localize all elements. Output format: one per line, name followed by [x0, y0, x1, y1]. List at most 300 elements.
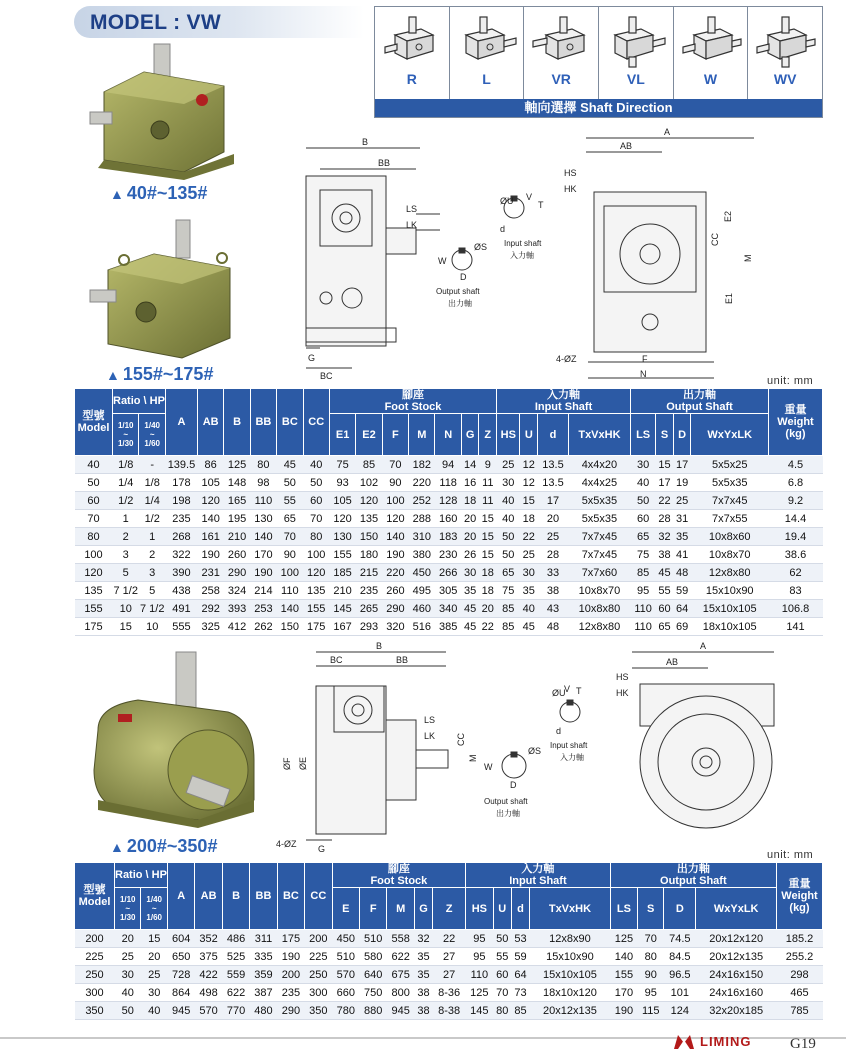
- table-cell: 5: [139, 582, 165, 600]
- table-cell: 728: [167, 966, 194, 984]
- table-cell: 9.2: [769, 492, 823, 510]
- table-cell: 178: [165, 474, 197, 492]
- table-cell: 4x4x20: [568, 456, 630, 474]
- table-cell: 185: [329, 564, 355, 582]
- table-cell: 22: [656, 492, 674, 510]
- table-cell: 180: [356, 546, 382, 564]
- input-t-label: T: [538, 200, 544, 210]
- table-cell: 74.5: [664, 930, 696, 948]
- table-cell: 15: [656, 456, 674, 474]
- table-cell: 101: [664, 984, 696, 1002]
- table-cell: 393: [224, 600, 250, 618]
- table-cell: 38.6: [769, 546, 823, 564]
- table-cell: 30: [115, 966, 141, 984]
- table-cell: 95: [638, 984, 664, 1002]
- spec-table-1-body: [75, 456, 823, 636]
- table-cell: 40: [303, 456, 329, 474]
- table-cell: 622: [387, 948, 414, 966]
- table-cell: 125: [610, 930, 637, 948]
- table-cell: 30: [141, 984, 167, 1002]
- th2-ratio-b-sep: ~: [151, 904, 157, 913]
- th2-wxyxlk: WxYxLK: [696, 888, 777, 930]
- th2-ab: AB: [195, 863, 222, 930]
- input-s-label-2: ØS: [528, 746, 542, 756]
- table-cell: 12: [520, 474, 538, 492]
- table-cell: 640: [360, 966, 387, 984]
- table-cell: 94: [435, 456, 461, 474]
- th2-foot-zh: 腳座: [387, 863, 410, 875]
- th-f: F: [382, 414, 408, 456]
- table-cell: 65: [656, 618, 674, 636]
- table-cell: 31: [673, 510, 691, 528]
- table-cell: 750: [360, 984, 387, 1002]
- input-shaft-en-2: Input shaft: [550, 741, 588, 750]
- table-cell: 350: [75, 1002, 115, 1020]
- table-cell: 145: [466, 1002, 493, 1020]
- table-cell: 1/4: [139, 492, 165, 510]
- table-cell: 780: [332, 1002, 359, 1020]
- table-cell: 310: [409, 528, 435, 546]
- th2-ratio-b: [141, 888, 167, 930]
- table-cell: 25: [520, 546, 538, 564]
- table-row: [75, 618, 823, 636]
- table-cell: 110: [277, 582, 303, 600]
- th-u: U: [520, 414, 538, 456]
- table-cell: 55: [493, 948, 511, 966]
- table-cell: 290: [382, 600, 408, 618]
- th2-weight-unit: (kg): [789, 902, 810, 914]
- input-d-label: d: [500, 224, 506, 234]
- th2-ratio-a-top: 1/10: [119, 895, 136, 904]
- table-cell: 5x5x35: [568, 492, 630, 510]
- shaft-config-r-icon: [381, 11, 443, 69]
- input-dd-label-2: D: [510, 780, 517, 790]
- shaft-config-vl-icon: [605, 11, 667, 69]
- table-cell: 85: [630, 564, 655, 582]
- gearbox-medium-photo: [84, 218, 244, 363]
- table-cell: 128: [435, 492, 461, 510]
- input-w-label-2: W: [484, 762, 493, 772]
- dim-bb-label-2: BB: [396, 655, 409, 665]
- table-cell: 622: [222, 984, 249, 1002]
- table-cell: 40: [497, 510, 520, 528]
- table-cell: 15: [479, 528, 497, 546]
- table-cell: 5: [113, 564, 139, 582]
- table-cell: 19.4: [769, 528, 823, 546]
- dim-cc-label-2: CC: [456, 733, 466, 746]
- table-cell: 10: [139, 618, 165, 636]
- table-cell: 65: [630, 528, 655, 546]
- table-cell: 450: [332, 930, 359, 948]
- table-cell: 13.5: [538, 456, 569, 474]
- table-cell: 26: [461, 546, 479, 564]
- table-cell: 558: [387, 930, 414, 948]
- th-weight-en: Weight: [777, 416, 814, 428]
- input-v-label-2: V: [564, 684, 571, 694]
- th-e2: E2: [356, 414, 382, 456]
- table-row: [75, 528, 823, 546]
- table-cell: 70: [75, 510, 113, 528]
- th-model: [75, 389, 113, 456]
- table-cell: 770: [222, 1002, 249, 1020]
- table-cell: 253: [250, 600, 276, 618]
- table-cell: 70: [382, 456, 408, 474]
- table-cell: 120: [382, 510, 408, 528]
- table-cell: 175: [277, 930, 304, 948]
- table-cell: 7x7x60: [568, 564, 630, 582]
- table-cell: 450: [409, 564, 435, 582]
- table-cell: 38: [414, 1002, 432, 1020]
- table-cell: 155: [610, 966, 637, 984]
- table-cell: 1/8: [113, 456, 139, 474]
- table-cell: 95: [466, 930, 493, 948]
- table-cell: 510: [332, 948, 359, 966]
- table-cell: 15x10x90: [530, 948, 610, 966]
- table-cell: 460: [409, 600, 435, 618]
- th-foot-stock: [329, 389, 496, 414]
- table-cell: 38: [538, 582, 569, 600]
- table-cell: 50: [630, 492, 655, 510]
- th-ratio-b-sep: ~: [149, 430, 155, 439]
- th2-z: Z: [433, 888, 466, 930]
- th2-model: [75, 863, 115, 930]
- table-cell: 465: [777, 984, 823, 1002]
- table-cell: 125: [466, 984, 493, 1002]
- side-view-drawing-2: [276, 640, 476, 855]
- th-foot-zh: 腳座: [401, 389, 424, 401]
- th2-ratio-a-bot: 1/30: [119, 913, 136, 922]
- table-cell: 14: [461, 456, 479, 474]
- table-cell: 10x8x70: [691, 546, 769, 564]
- th2-weight-en: Weight: [781, 890, 818, 902]
- unit-label-2: unit: mm: [767, 849, 814, 861]
- input-shaft-en: Input shaft: [504, 239, 542, 248]
- shaft-direction-panel: [374, 6, 823, 118]
- spec-table-2-body: [75, 930, 823, 1020]
- th-ratio-b: [139, 414, 165, 456]
- table-cell: 785: [777, 1002, 823, 1020]
- table-cell: 352: [195, 930, 222, 948]
- table-cell: 120: [356, 492, 382, 510]
- table-cell: 60: [75, 492, 113, 510]
- table-cell: 22: [520, 528, 538, 546]
- input-u-label: ØU: [500, 196, 514, 206]
- table-cell: 324: [224, 582, 250, 600]
- table-cell: 85: [497, 618, 520, 636]
- table-cell: 155: [303, 600, 329, 618]
- table-cell: 80: [303, 528, 329, 546]
- th2-weight-zh: 重量: [788, 878, 811, 890]
- table-cell: 225: [305, 948, 332, 966]
- th2-ratio-b-bot: 1/60: [146, 913, 162, 922]
- th2-foot-en: Foot Stock: [370, 875, 428, 887]
- caption-medium-text: 155#~175#: [122, 364, 214, 384]
- table-cell: 32x20x185: [696, 1002, 777, 1020]
- table-cell: 510: [360, 930, 387, 948]
- table-row: [75, 930, 823, 948]
- shaft-option-label: L: [482, 71, 491, 87]
- th-ratio-a-top: 1/10: [117, 421, 134, 430]
- table-cell: 24x16x160: [696, 984, 777, 1002]
- table-cell: 288: [409, 510, 435, 528]
- table-cell: 35: [414, 948, 432, 966]
- table-cell: 214: [250, 582, 276, 600]
- output-shaft-zh-2: 出力軸: [496, 809, 520, 818]
- table-cell: 5x5x35: [691, 474, 769, 492]
- table-cell: 40: [630, 474, 655, 492]
- table-cell: 1/4: [113, 474, 139, 492]
- shaft-option-label: VR: [551, 71, 571, 87]
- table-cell: 290: [277, 1002, 304, 1020]
- table-cell: 17: [656, 474, 674, 492]
- th-ab: AB: [197, 389, 223, 456]
- table-cell: 22: [479, 618, 497, 636]
- table-cell: 100: [277, 564, 303, 582]
- table-cell: 200: [305, 930, 332, 948]
- table-row: [75, 1002, 823, 1020]
- table-cell: 102: [356, 474, 382, 492]
- table-cell: 32: [414, 930, 432, 948]
- shaft-detail-drawing-2: [480, 682, 600, 822]
- table-cell: 64: [673, 600, 691, 618]
- table-cell: 40: [115, 984, 141, 1002]
- table-cell: 9: [479, 456, 497, 474]
- table-cell: 486: [222, 930, 249, 948]
- caption-small-text: 40#~135#: [126, 183, 208, 203]
- table-cell: 124: [664, 1002, 696, 1020]
- table-cell: 85: [497, 600, 520, 618]
- table-cell: 35: [520, 582, 538, 600]
- table-cell: 185.2: [777, 930, 823, 948]
- table-cell: 98: [250, 474, 276, 492]
- th2-txvxhk: TxVxHK: [530, 888, 610, 930]
- input-shaft-zh-2: 入力軸: [560, 753, 584, 762]
- th2-bc: BC: [277, 863, 304, 930]
- table-cell: 311: [250, 930, 277, 948]
- table-cell: 27: [433, 966, 466, 984]
- table-cell: 14.4: [769, 510, 823, 528]
- table-cell: 100: [303, 546, 329, 564]
- table-cell: 65: [497, 564, 520, 582]
- th2-u: U: [493, 888, 511, 930]
- table-cell: 10x8x80: [568, 600, 630, 618]
- table-cell: 7x7x55: [691, 510, 769, 528]
- table-cell: 15: [479, 546, 497, 564]
- table-cell: 62: [769, 564, 823, 582]
- table-cell: 438: [165, 582, 197, 600]
- table-cell: 141: [769, 618, 823, 636]
- th-ratio: Ratio \ HP: [113, 389, 166, 414]
- th2-bb: BB: [250, 863, 277, 930]
- table-cell: 28: [656, 510, 674, 528]
- dim-e2-label: E2: [723, 210, 733, 222]
- table-cell: 84.5: [664, 948, 696, 966]
- th-z: Z: [479, 414, 497, 456]
- table-cell: 25: [538, 528, 569, 546]
- table-cell: 45: [656, 564, 674, 582]
- unit-label-1: unit: mm: [767, 375, 814, 387]
- table-cell: 210: [224, 528, 250, 546]
- table-cell: 175: [303, 618, 329, 636]
- table-row: [75, 546, 823, 564]
- front-view-drawing-2: [604, 640, 782, 840]
- table-cell: 491: [165, 600, 197, 618]
- caption-large: ▲ 200#~350#: [110, 836, 218, 856]
- dim-4z-label: 4-ØZ: [556, 354, 577, 364]
- table-cell: 41: [673, 546, 691, 564]
- table-cell: 90: [382, 474, 408, 492]
- table-cell: 85: [356, 456, 382, 474]
- table-cell: 75: [329, 456, 355, 474]
- table-cell: 390: [165, 564, 197, 582]
- table-cell: 8-36: [433, 984, 466, 1002]
- table-cell: 175: [75, 618, 113, 636]
- table-cell: 559: [222, 966, 249, 984]
- input-s-label: ØS: [474, 242, 488, 252]
- table-cell: 75: [630, 546, 655, 564]
- table-cell: 604: [167, 930, 194, 948]
- th-d-large: D: [673, 414, 691, 456]
- table-cell: 45: [277, 456, 303, 474]
- table-cell: 135: [303, 582, 329, 600]
- dim-f-label: F: [642, 354, 648, 364]
- shaft-option-label: W: [703, 71, 718, 87]
- dim-bb-label: BB: [378, 158, 391, 168]
- table-cell: 16: [461, 474, 479, 492]
- dim-ls-label-2: LS: [424, 715, 436, 725]
- table-cell: 258: [197, 582, 223, 600]
- table-cell: 235: [165, 510, 197, 528]
- table-cell: 145: [329, 600, 355, 618]
- table-cell: 135: [75, 582, 113, 600]
- th2-d-small: d: [511, 888, 529, 930]
- table-cell: 45: [461, 600, 479, 618]
- th2-ratio-b-top: 1/40: [146, 895, 162, 904]
- table-cell: 266: [435, 564, 461, 582]
- table-cell: 150: [356, 528, 382, 546]
- table-cell: 64: [511, 966, 529, 984]
- table-cell: 18x10x120: [530, 984, 610, 1002]
- table-cell: 516: [409, 618, 435, 636]
- table-cell: 24x16x150: [696, 966, 777, 984]
- table-cell: 182: [409, 456, 435, 474]
- th-output-en: Output Shaft: [666, 401, 733, 413]
- table-cell: 10x8x60: [691, 528, 769, 546]
- table-cell: 298: [777, 966, 823, 984]
- table-cell: 170: [610, 984, 637, 1002]
- table-cell: 8-38: [433, 1002, 466, 1020]
- table-cell: 65: [277, 510, 303, 528]
- table-cell: 220: [382, 564, 408, 582]
- dim-lk-label-2: LK: [424, 731, 436, 741]
- table-cell: 105: [197, 474, 223, 492]
- table-cell: 40: [141, 1002, 167, 1020]
- th2-s: S: [638, 888, 664, 930]
- shaft-direction-label: 軸向選擇 Shaft Direction: [375, 99, 822, 117]
- table-cell: 105: [329, 492, 355, 510]
- table-row: [75, 600, 823, 618]
- table-cell: 40: [497, 492, 520, 510]
- dim-g-label: G: [308, 353, 316, 363]
- table-cell: 350: [305, 1002, 332, 1020]
- dim-m-label-2: M: [468, 754, 478, 762]
- table-cell: 252: [409, 492, 435, 510]
- table-cell: 15: [520, 492, 538, 510]
- th-bb: BB: [250, 389, 276, 456]
- th2-weight: [777, 863, 823, 930]
- table-cell: 265: [356, 600, 382, 618]
- shaft-detail-drawing: [434, 188, 554, 312]
- table-cell: 33: [538, 564, 569, 582]
- shaft-option: [674, 7, 749, 99]
- table-cell: 13.5: [538, 474, 569, 492]
- th-input-en: Input Shaft: [534, 401, 593, 413]
- table-cell: 570: [195, 1002, 222, 1020]
- table-cell: -: [139, 456, 165, 474]
- th-hs: HS: [497, 414, 520, 456]
- table-cell: 80: [75, 528, 113, 546]
- table-cell: 60: [656, 600, 674, 618]
- input-dd-label: D: [460, 272, 467, 282]
- table-cell: 359: [250, 966, 277, 984]
- table-cell: 7x7x45: [568, 528, 630, 546]
- table-cell: 18: [520, 510, 538, 528]
- th-foot-en: Foot Stock: [384, 401, 442, 413]
- table-cell: 225: [75, 948, 115, 966]
- th-weight: [769, 389, 823, 456]
- table-cell: 83: [769, 582, 823, 600]
- caption-large-text: 200#~350#: [126, 836, 218, 856]
- table-cell: 100: [75, 546, 113, 564]
- th-d-small: d: [538, 414, 569, 456]
- table-cell: 48: [673, 564, 691, 582]
- table-cell: 35: [673, 528, 691, 546]
- table-cell: 70: [493, 984, 511, 1002]
- table-cell: 130: [250, 510, 276, 528]
- table-cell: 110: [466, 966, 493, 984]
- dim-e1-label: E1: [724, 292, 734, 304]
- table-cell: 70: [638, 930, 664, 948]
- dim-a-label-2: A: [700, 641, 707, 651]
- table-cell: 80: [493, 1002, 511, 1020]
- th-ratio-a-bot: 1/30: [117, 439, 134, 448]
- table-cell: 73: [511, 984, 529, 1002]
- table-cell: 80: [250, 456, 276, 474]
- table-cell: 15: [113, 618, 139, 636]
- spec-table-1: [74, 388, 823, 636]
- table-cell: 375: [195, 948, 222, 966]
- table-cell: 18: [461, 492, 479, 510]
- table-cell: 95: [630, 582, 655, 600]
- table-cell: 480: [250, 1002, 277, 1020]
- th-ratio-a: [113, 414, 139, 456]
- table-cell: 1: [139, 528, 165, 546]
- dim-4z-label-2: 4-ØZ: [276, 839, 297, 849]
- dim-hk-label-2: HK: [616, 688, 629, 698]
- table-cell: 675: [387, 966, 414, 984]
- th-ratio-b-bot: 1/60: [144, 439, 160, 448]
- shaft-config-wv-icon: [754, 11, 816, 69]
- table-cell: 25: [141, 966, 167, 984]
- th-weight-zh: 重量: [784, 404, 807, 416]
- table-cell: 262: [250, 618, 276, 636]
- table-cell: 18x10x105: [691, 618, 769, 636]
- th2-e: E: [332, 888, 359, 930]
- table-cell: 118: [435, 474, 461, 492]
- table-cell: 86: [197, 456, 223, 474]
- table-cell: 100: [382, 492, 408, 510]
- table-cell: 570: [332, 966, 359, 984]
